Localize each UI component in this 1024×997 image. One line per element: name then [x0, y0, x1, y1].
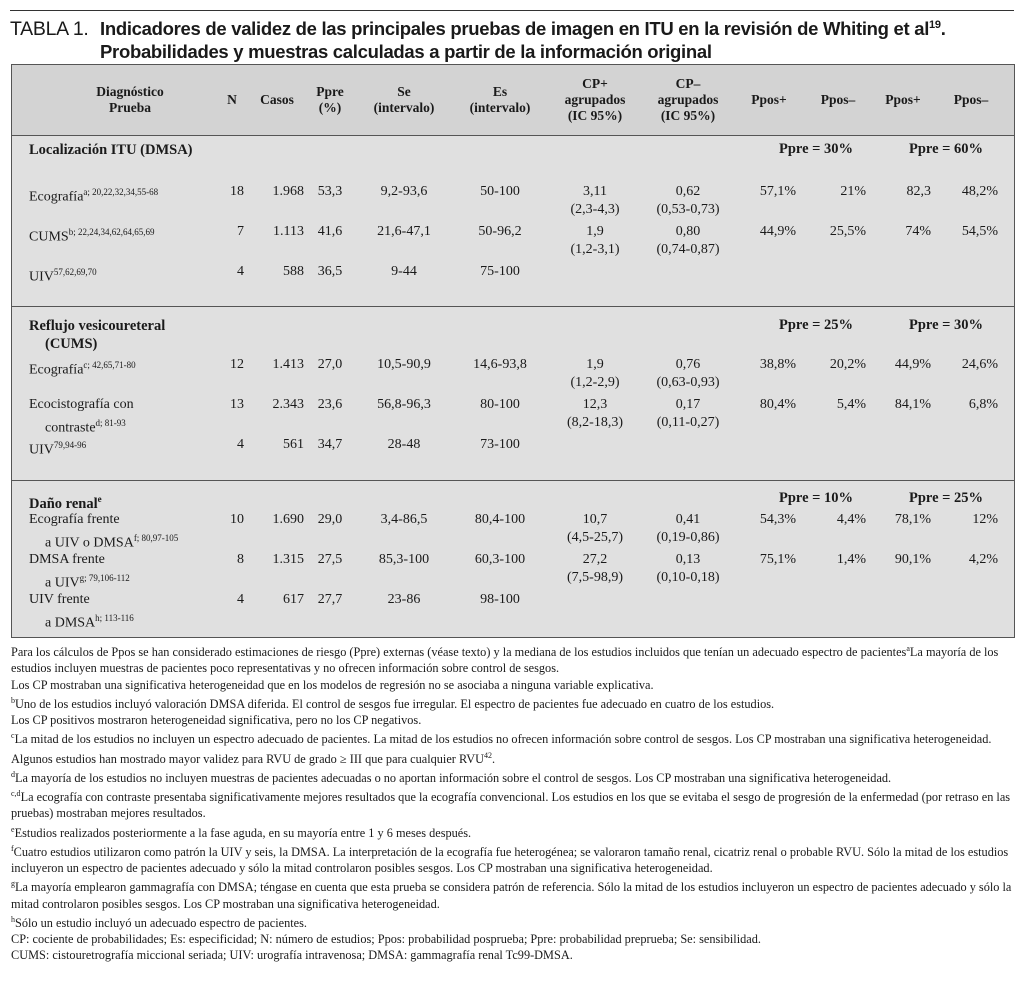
header-ppos-neg-2: Ppos–: [953, 92, 989, 107]
cell-ppos-neg-2: 48,2%: [961, 184, 998, 199]
cell-se: 9-44: [391, 264, 417, 279]
test-name: UIV$^{79,94-96}$: [29, 440, 87, 458]
cell-cp-pos: 12,3 (8,2-18,3): [567, 397, 623, 430]
cell-se: 10,5-90,9: [377, 357, 431, 372]
header-casos: Casos: [260, 92, 294, 107]
footnotes: [11, 641, 1015, 964]
cell-casos: 2.343: [272, 397, 304, 412]
table-title-line-1: Indicadores de validez de las principales pruebas de imagen en ITU en la revisión de Whiting et $al^{19}$.: [100, 18, 946, 40]
test-name: UIV$^{57,62,69,70}$: [29, 267, 97, 285]
header-ppos-neg-1: Ppos–: [820, 92, 856, 107]
footnote: $^d$La mayoría de los estudios no incluyen muestras de pacientes adecuadas o no aportan información sobre el control de sesgos. Los CP mostraban una significativa heterogeneidad.: [11, 769, 892, 785]
footnote: $^f$Cuatro estudios utilizaron como patrón la UIV y seis, la DMSA. La interpretación de la ecografía fue heterogénea; se valoraron tamaño renal, cicatriz renal o probable RVU. Sólo la mitad de los estudios incluyeron un espectro de pacientes adecuado y sólo la mitad controlaron posibles sesgos. Los CP mostraban una significativa heterogeneidad.: [11, 843, 1009, 876]
cell-casos: 1.315: [272, 552, 304, 567]
cell-n: 10: [230, 512, 244, 527]
cell-ppos-pos-2: 74%: [905, 224, 931, 239]
table-row: [12, 263, 1014, 303]
cell-cp-pos: 1,9 (1,2-3,1): [570, 224, 620, 257]
header-es: Es (intervalo): [469, 84, 531, 115]
cell-se: 9,2-93,6: [380, 184, 428, 199]
cell-se: 21,6-47,1: [377, 224, 431, 239]
cell-casos: 588: [283, 264, 304, 279]
cell-ppre: 23,6: [317, 397, 343, 412]
ppre-estimate-a: Ppre = 10%: [778, 490, 854, 506]
cell-es: 80-100: [480, 397, 520, 412]
test-name: Ecografía frente a UIV o DMSA$^{f; 80,97-105}$: [29, 512, 179, 551]
section-divider-1: [12, 306, 1014, 307]
cell-cp-pos: 27,2 (7,5-98,9): [567, 552, 623, 585]
ppre-estimate-b: Ppre = 30%: [908, 317, 984, 333]
cell-cp-pos: 1,9 (1,2-2,9): [570, 357, 620, 390]
footnote: $^b$Uno de los estudios incluyó valoración DMSA diferida. El control de sesgos fue irregular. El espectro de pacientes fue adecuado en cuatro de los estudios.: [11, 695, 775, 711]
cell-ppos-pos-2: 78,1%: [894, 512, 931, 527]
test-name: CUMS$^{b; 22,24,34,62,64,65,69}$: [29, 227, 155, 245]
cell-se: 85,3-100: [378, 552, 430, 567]
footnote: $^e$Estudios realizados posteriormente a la fase aguda, en su mayoría entre 1 y 6 meses después.: [11, 824, 472, 840]
cell-es: 75-100: [480, 264, 520, 279]
cell-n: 13: [230, 397, 244, 412]
ppre-estimate-b: Ppre = 25%: [908, 490, 984, 506]
cell-ppos-neg-1: 20,2%: [829, 357, 866, 372]
cell-n: 8: [237, 552, 244, 567]
test-name: UIV frente a DMSA$^{h; 113-116}$: [29, 592, 134, 631]
cell-ppos-pos-1: 54,3%: [759, 512, 796, 527]
cell-ppos-neg-2: 4,2%: [968, 552, 998, 567]
cell-casos: 617: [283, 592, 304, 607]
cell-cp-pos: 10,7 (4,5-25,7): [567, 512, 623, 545]
ppre-estimate-a: Ppre = 30%: [778, 141, 854, 157]
cell-ppos-neg-2: 54,5%: [961, 224, 998, 239]
table-row: [12, 223, 1014, 263]
section-title: Daño renal$^e$: [29, 494, 102, 512]
cell-n: 4: [237, 592, 244, 607]
cell-ppos-neg-2: 24,6%: [961, 357, 998, 372]
cell-n: 12: [230, 357, 244, 372]
table-row: [12, 591, 1014, 631]
footnote: $^c$La mitad de los estudios no incluyen un espectro adecuado de pacientes. La mitad de los estudios no ofrecen información sobre control de sesgos. Los CP mostraban una significativa heterogeneidad. Algunos estudios han mostrado mayor validez para RVU de grado ≥ III que para cualquier RVU$^{42}$.: [11, 731, 992, 766]
cell-ppos-pos-1: 38,8%: [759, 357, 796, 372]
cell-ppre: 29,0: [317, 512, 343, 527]
ppre-estimate-b: Ppre = 60%: [908, 141, 984, 157]
table-title-line-2: Probabilidades y muestras calculadas a partir de la información original: [100, 41, 712, 63]
cell-se: 23-86: [387, 592, 421, 607]
header-se: Se (intervalo): [373, 84, 435, 115]
cell-cp-neg: 0,17 (0,11-0,27): [656, 397, 720, 430]
cell-cp-neg: 0,13 (0,10-0,18): [656, 552, 720, 585]
cell-cp-neg: 0,76 (0,63-0,93): [656, 357, 720, 390]
cell-se: 56,8-96,3: [377, 397, 431, 412]
test-name: Ecocistografía con contraste$^{d; 81-93}$: [29, 397, 134, 436]
cell-ppos-neg-1: 25,5%: [829, 224, 866, 239]
cell-es: 14,6-93,8: [473, 357, 527, 372]
test-name: Ecografía$^{a; 20,22,32,34,55-68}$: [29, 187, 159, 205]
cell-ppos-neg-1: 1,4%: [836, 552, 866, 567]
cell-casos: 1.113: [273, 224, 304, 239]
header-diagnostico: Diagnóstico Prueba: [96, 84, 164, 115]
cell-n: 7: [237, 224, 244, 239]
data-table: [11, 64, 1015, 638]
cell-ppos-neg-1: 5,4%: [836, 397, 866, 412]
footnote: $^{c,d}$La ecografía con contraste presentaba significativamente mejores resultados que la ecografía convencional. Los estudios en los que se evitaba el sesgo de progresión de la enfermedad (por retraso en las pruebas) mostraban mejores resultados.: [11, 789, 1011, 821]
cell-ppos-pos-2: 84,1%: [894, 397, 931, 412]
cell-n: 4: [237, 437, 244, 452]
cell-ppre: 27,7: [317, 592, 343, 607]
cell-ppos-pos-2: 90,1%: [894, 552, 931, 567]
footnote: Los CP mostraban una significativa heterogeneidad que en los modelos de regresión no se asociaba a ninguna variable explicativa.: [11, 677, 654, 692]
cell-se: 3,4-86,5: [380, 512, 428, 527]
cell-es: 80,4-100: [474, 512, 526, 527]
table-row: [12, 396, 1014, 436]
section-title: Reflujo vesicoureteral (CUMS): [29, 318, 166, 352]
header-ppre: Ppre (%): [316, 84, 344, 115]
table-row: [12, 356, 1014, 396]
header-cp-pos: CP+ agrupados (IC 95%): [564, 76, 626, 123]
cell-ppos-pos-2: 82,3: [906, 184, 931, 199]
footnote: $^h$Sólo un estudio incluyó un adecuado espectro de pacientes.: [11, 914, 307, 930]
cell-casos: 1.690: [272, 512, 304, 527]
top-rule: [10, 10, 1014, 11]
cell-ppos-pos-1: 44,9%: [759, 224, 796, 239]
cell-casos: 1.413: [272, 357, 304, 372]
cell-casos: 561: [283, 437, 304, 452]
cell-es: 73-100: [480, 437, 520, 452]
cell-ppos-pos-2: 44,9%: [894, 357, 931, 372]
table-row: [12, 436, 1014, 476]
cell-ppre: 53,3: [317, 184, 343, 199]
cell-es: 50-96,2: [478, 224, 522, 239]
cell-cp-pos: 3,11 (2,3-4,3): [570, 184, 620, 217]
cell-cp-neg: 0,80 (0,74-0,87): [656, 224, 720, 257]
cell-ppos-pos-1: 80,4%: [759, 397, 796, 412]
section-divider-2: [12, 480, 1014, 481]
cell-ppos-pos-1: 57,1%: [759, 184, 796, 199]
cell-n: 4: [237, 264, 244, 279]
footnote: Los CP positivos mostraron heterogeneidad significativa, pero no los CP negativos.: [11, 713, 422, 727]
header-ppos-pos-1: Ppos+: [751, 92, 787, 107]
cell-ppos-neg-2: 12%: [972, 512, 998, 527]
cell-se: 28-48: [387, 437, 421, 452]
cell-ppre: 34,7: [317, 437, 343, 452]
table-row: [12, 551, 1014, 591]
footnote: $^g$La mayoría emplearon gammagrafía con DMSA; téngase en cuenta que esta prueba se considera patrón de referencia. Sólo la mitad de los estudios incluyeron un espectro de pacientes adecuado y sólo la mitad controlaron posibles sesgos. Los CP mostraban una significativa heterogeneidad.: [11, 879, 1012, 911]
cell-ppos-neg-1: 21%: [840, 184, 866, 199]
cell-es: 60,3-100: [474, 552, 526, 567]
table-caption: [10, 14, 1015, 63]
cell-cp-neg: 0,62 (0,53-0,73): [656, 184, 720, 217]
cell-ppos-neg-2: 6,8%: [968, 397, 998, 412]
header-n: N: [227, 92, 237, 107]
footnote: CUMS: cistouretrografía miccional seriada; UIV: urografía intravenosa; DMSA: gammagrafía renal Tc99-DMSA.: [11, 948, 573, 963]
cell-ppre: 27,5: [317, 552, 343, 567]
cell-ppre: 36,5: [317, 264, 343, 279]
cell-ppos-neg-1: 4,4%: [836, 512, 866, 527]
cell-casos: 1.968: [272, 184, 304, 199]
cell-ppre: 41,6: [317, 224, 343, 239]
cell-n: 18: [230, 184, 244, 199]
table-row: [12, 511, 1014, 551]
cell-es: 98-100: [480, 592, 520, 607]
cell-ppos-pos-1: 75,1%: [759, 552, 796, 567]
cell-ppre: 27,0: [317, 357, 343, 372]
header-ppos-pos-2: Ppos+: [885, 92, 921, 107]
section-title: Localización ITU (DMSA): [29, 142, 193, 158]
header-cp-neg: CP– agrupados (IC 95%): [657, 76, 719, 123]
cell-cp-neg: 0,41 (0,19-0,86): [656, 512, 720, 545]
test-name: DMSA frente a UIV$^{g; 79,106-112}$: [29, 552, 130, 591]
test-name: Ecografía$^{c; 42,65,71-80}$: [29, 360, 136, 378]
footnote: CP: cociente de probabilidades; Es: especificidad; N: número de estudios; Ppos: probabilidad posprueba; Ppre: probabilidad preprueba; Se: sensibilidad.: [11, 932, 761, 947]
table-header: [12, 65, 1014, 136]
table-row: [12, 183, 1014, 223]
cell-es: 50-100: [480, 184, 520, 199]
ppre-estimate-a: Ppre = 25%: [778, 317, 854, 333]
table-label: TABLA 1.: [10, 18, 89, 41]
footnote: Para los cálculos de Ppos se han considerado estimaciones de riesgo (Ppre) externas (véase texto) y la mediana de los estudios incluidos que tenían un adecuado espectro de pacientes$^a$La mayoría de los estudios incluyen muestras de pacientes poco representativas y no ofrecen información sobre control de sesgos.: [11, 644, 999, 676]
